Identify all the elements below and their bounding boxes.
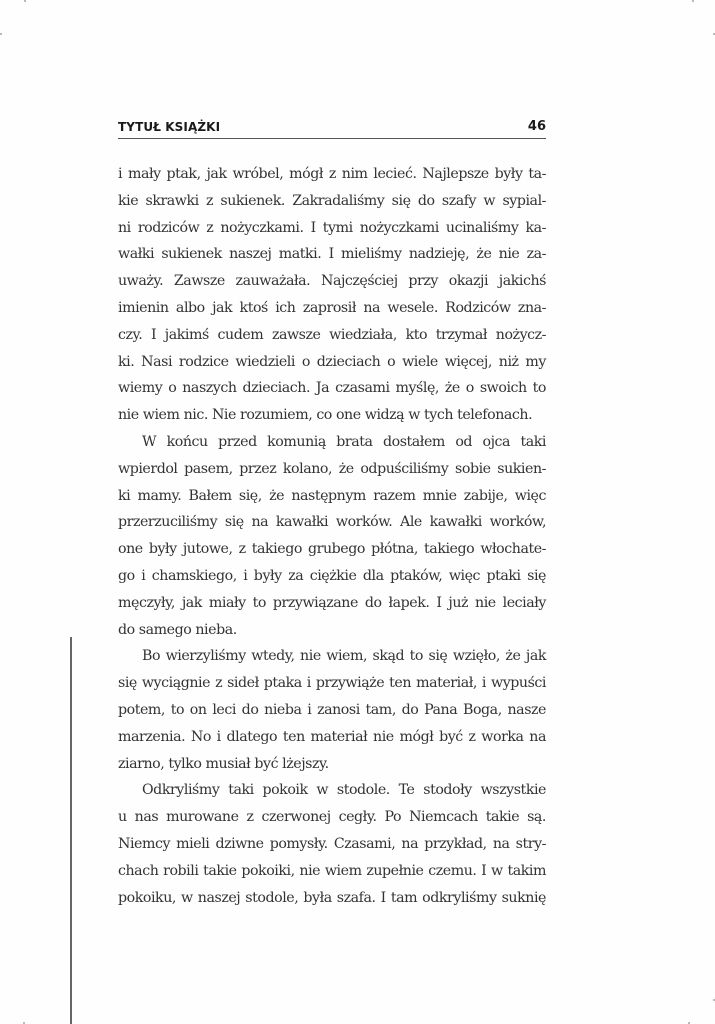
text-line: ziarno, tylko musiał być lżejszy.: [118, 755, 329, 772]
text-line: czy. I jakimś cudem zawsze wiedziała, kto trzymał nożycz-: [118, 326, 546, 343]
text-line: pokoiku, w naszej stodole, była szafa. I tam odkryliśmy suknię: [118, 889, 546, 906]
text-line: potem, to on leci do nieba i zanosi tam, do Pana Boga, nasze: [118, 701, 546, 718]
page-number: 46: [527, 119, 546, 134]
running-header: [118, 116, 546, 139]
text-line: wpierdol pasem, przez kolano, że odpuściliśmy sobie sukien-: [118, 460, 546, 477]
running-title: TYTUŁ KSIĄŻKI: [118, 120, 221, 134]
text-line: wiemy o naszych dzieciach. Ja czasami myślę, że o swoich to: [118, 380, 546, 397]
crop-mark: [692, 0, 694, 2]
text-line: Niemcy mieli dziwne pomysły. Czasami, na przykład, na stry-: [118, 835, 546, 852]
text-line: uważy. Zawsze zauważała. Najczęściej przy okazji jakichś: [118, 273, 546, 290]
text-line: one były jutowe, z takiego grubego płótna, takiego włochate-: [118, 541, 546, 558]
text-line: męczyły, jak miały to przywiązane do łapek. I już nie leciały: [118, 594, 546, 611]
text-line: i mały ptak, jak wróbel, mógł z nim lecieć. Najlepsze były ta-: [118, 166, 546, 182]
text-line: do samego nieba.: [118, 621, 237, 638]
text-line: ni rodziców z nożyczkami. I tymi nożyczkami ucinaliśmy ka-: [118, 219, 546, 236]
text-line: ki. Nasi rodzice wiedzieli o dzieciach o wiele więcej, niż my: [118, 353, 546, 370]
paragraph-first-line: Bo wierzyliśmy wtedy, nie wiem, skąd to się wzięło, że jak: [142, 648, 546, 665]
text-line: go i chamskiego, i były za ciężkie dla ptaków, więc ptaki się: [118, 567, 546, 584]
text-line: u nas murowane z czerwonej cegły. Po Niemcach takie są.: [118, 809, 546, 826]
text-line: ki mamy. Bałem się, że następnym razem mnie zabije, więc: [118, 487, 546, 504]
text-line: się wyciągnie z sideł ptaka i przywiąże ten materiał, i wypuści: [118, 675, 546, 692]
text-line: nie wiem nic. Nie rozumiem, co one widzą w tych telefonach.: [118, 407, 533, 424]
text-line: przerzuciliśmy się na kawałki worków. Ale kawałki worków,: [118, 514, 546, 531]
paragraph-first-line: W końcu przed komunią brata dostałem od ojca taki: [142, 433, 546, 450]
text-line: chach robili takie pokoiki, nie wiem zupełnie czemu. I w takim: [118, 862, 546, 879]
crop-mark: [24, 0, 26, 2]
text-line: kie skrawki z sukienek. Zakradaliśmy się do szafy w sypial-: [118, 192, 546, 209]
text-line: wałki sukienek naszej matki. I mieliśmy nadzieję, że nie za-: [118, 246, 546, 263]
body-text: [118, 161, 546, 911]
text-line: imienin albo jak ktoś ich zaprosił na wesele. Rodziców zna-: [118, 299, 546, 316]
paragraph-first-line: Odkryliśmy taki pokoik w stodole. Te stodoły wszystkie: [142, 782, 546, 799]
binding-margin-rule: [70, 637, 72, 1024]
crop-mark: [0, 33, 2, 35]
text-line: marzenia. No i dlatego ten materiał nie mógł być z worka na: [118, 728, 546, 745]
